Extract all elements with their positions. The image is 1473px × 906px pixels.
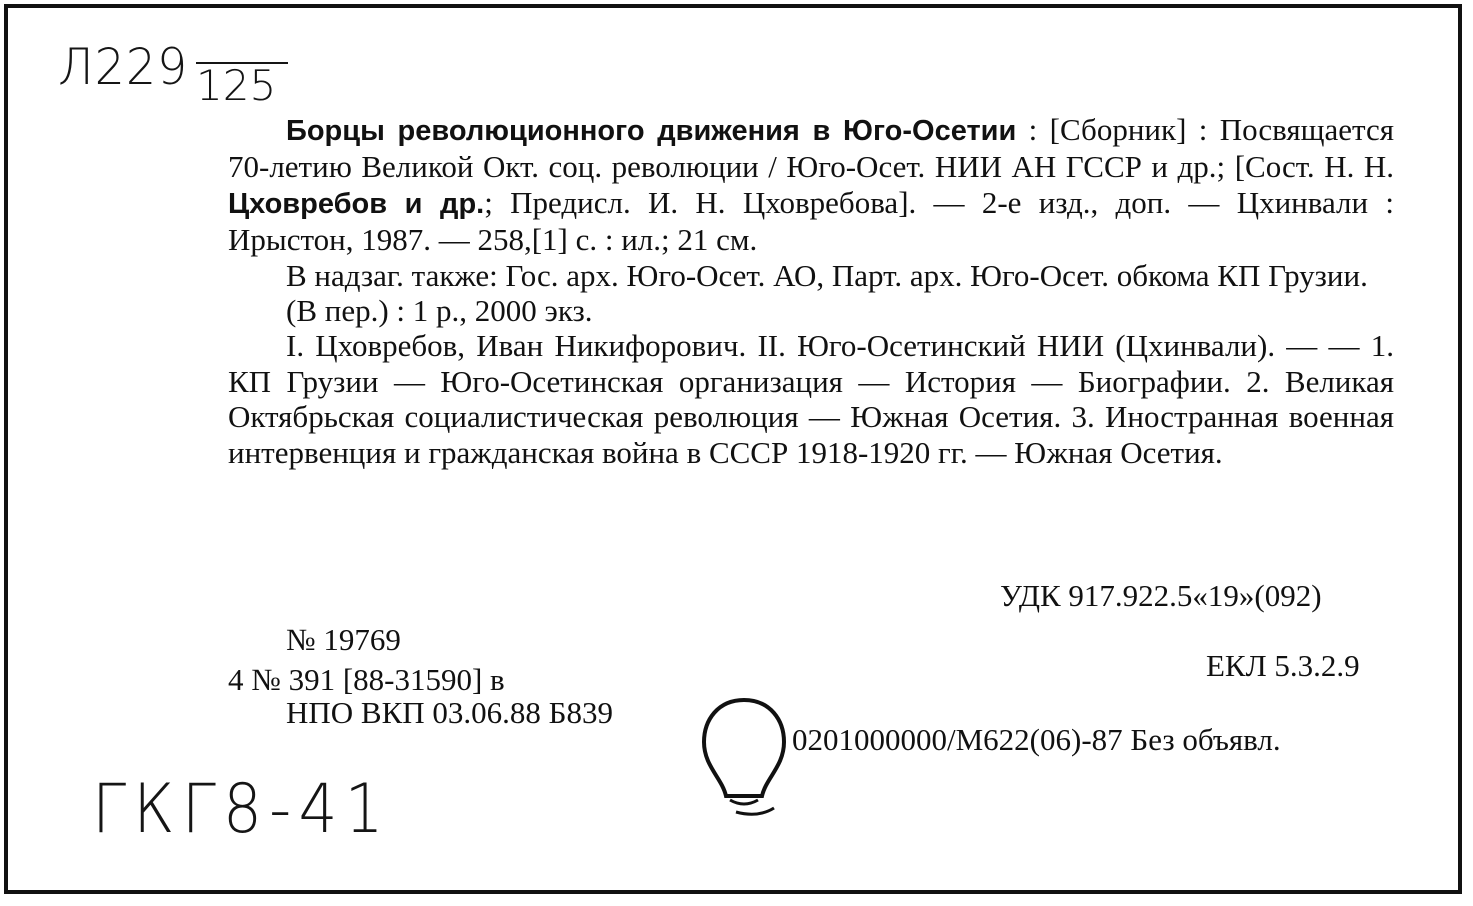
- subject-headings: I. Цховребов, Иван Никифорович. II. Юго-Осетинский НИИ (Цхинвали). — — 1. КП Грузии — Юго-Осетинская организация — История — Биографии. 2. Великая Октябрьская социалистическая революция — Южная Осетия. 3. Иностранная военная интервенция и гражданская война в СССР 1918-1920 гг. — Южная Осетия.: [228, 328, 1394, 470]
- note: В надзаг. также: Гос. арх. Юго-Осет. АО, Парт. арх. Юго-Осет. обкома КП Грузии.: [286, 257, 1368, 293]
- shelf-mark-fraction: 125: [196, 62, 288, 108]
- order-number: 4 № 391 [88-31590] в: [228, 662, 505, 697]
- udk-code: УДК 917.922.5«19»(092): [1000, 578, 1322, 613]
- npo-line: НПО ВКП 03.06.88 Б839: [286, 695, 613, 730]
- card-number: № 19769: [286, 622, 401, 657]
- bibliographic-record: [228, 112, 1394, 470]
- punch-hole-icon: [698, 696, 790, 828]
- shelf-mark: Л229: [58, 38, 189, 96]
- main-description: [228, 112, 1394, 258]
- inventory-number: ГКГ8-41: [92, 770, 391, 849]
- book-title: Борцы революционного движения в Юго-Осетии: [286, 115, 1017, 147]
- price-code: 0201000000/М622(06)-87 Без объявл.: [792, 722, 1281, 757]
- ekl-code: ЕКЛ 5.3.2.9: [1206, 648, 1360, 683]
- price-line: (В пер.) : 1 р., 2000 экз.: [286, 293, 593, 329]
- compiler-name: Цховребов и др.: [228, 187, 485, 220]
- imprint: ; Предисл. И. Н. Цховребова]. — 2-е изд., доп. — Цхинвали : Ирыстон, 1987. — 258,[1] с. : ил.; 21 см.: [228, 184, 1394, 258]
- description-tail: : [Сборник] : Посвящается 70-летию Великой Окт. соц. революции / Юго-Осет. НИИ АН ГССР и др.; [Сост. Н. Н.: [228, 112, 1394, 185]
